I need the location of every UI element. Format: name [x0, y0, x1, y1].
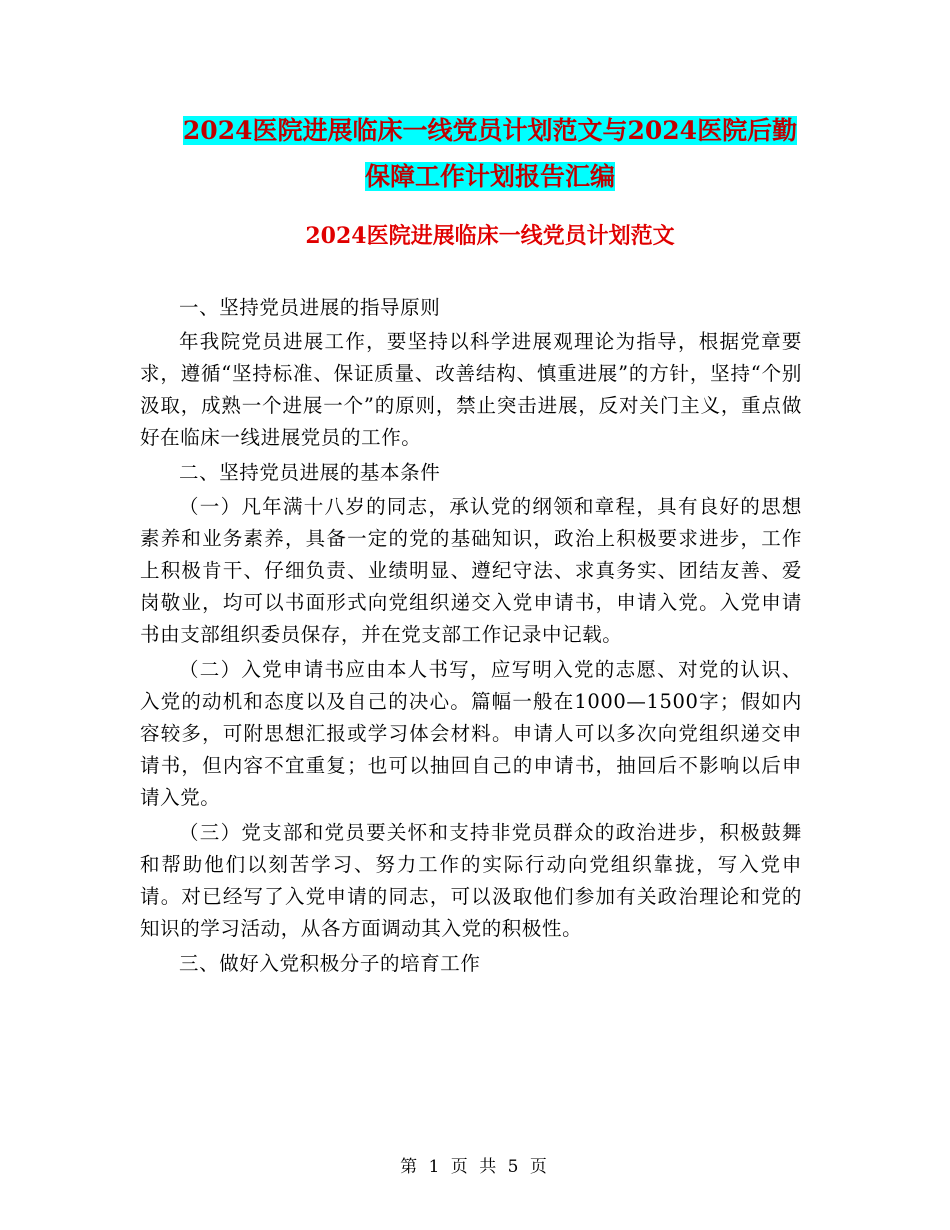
heading-2: 二、坚持党员进展的基本条件 [179, 461, 441, 484]
title-line-2: 保障工作计划报告汇编 [364, 162, 615, 191]
heading-1: 一、坚持党员进展的指导原则 [179, 296, 441, 319]
paragraph: （三）党支部和党员要关怀和支持非党员群众的政治进步，积极鼓舞和帮助他们以刻苦学习、努力工作的实际行动向党组织靠拢，写入党申请。对已经写了入党申请的同志，可以汲取他们参加有关政治理论和党的知识的学习活动，从各方面调动其入党的积极性。 [140, 821, 802, 940]
section-title: 2024医院进展临床一线党员计划范文 [305, 223, 675, 249]
heading-3: 三、做好入党积极分子的培育工作 [179, 952, 481, 975]
page-footer: 第 1 页 共 5 页 [400, 1157, 550, 1177]
title-line-1: 2024医院进展临床一线党员计划范文与2024医院后勤 [182, 116, 798, 145]
document-title [120, 108, 860, 200]
document-body [140, 292, 802, 982]
paragraph: （一）凡年满十八岁的同志，承认党的纲领和章程，具有良好的思想素养和业务素养，具备一定的党的基础知识，政治上积极要求进步，工作上积极肯干、仔细负责、业绩明显、遵纪守法、求真务实、团结友善、爱岗敬业，均可以书面形式向党组织递交入党申请书，申请入党。入党申请书由支部组织委员保存，并在党支部工作记录中记载。 [140, 495, 802, 646]
paragraph: （二）入党申请书应由本人书写，应写明入党的志愿、对党的认识、入党的动机和态度以及自己的决心。篇幅一般在1000—1500字；假如内容较多，可附思想汇报或学习体会材料。申请人可以多次向党组织递交申请书，但内容不宜重复；也可以抽回自己的申请书，抽回后不影响以后申请入党。 [140, 658, 802, 809]
paragraph: 年我院党员进展工作，要坚持以科学进展观理论为指导，根据党章要求，遵循“坚持标准、保证质量、改善结构、慎重进展”的方针，坚持“个别汲取，成熟一个进展一个”的原则，禁止突击进展，反对关门主义，重点做好在临床一线进展党员的工作。 [140, 330, 802, 449]
